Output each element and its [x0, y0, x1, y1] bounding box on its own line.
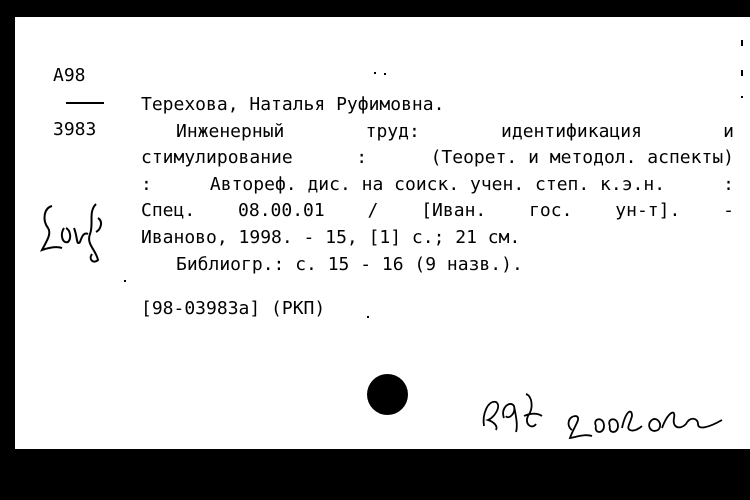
dissertation-note-line: [141, 176, 734, 194]
scan-speck: [367, 316, 369, 318]
title-subtitle: (Теорет. и методол. аспекты): [430, 147, 734, 168]
title-line: [176, 123, 734, 141]
title-word: стимулирование: [141, 147, 293, 168]
shelf-mark-rule: [66, 102, 104, 104]
title-word: труд:: [365, 121, 420, 142]
specialty-separator: /: [367, 200, 379, 221]
institution-word: [Иван.: [421, 200, 487, 221]
call-number: 3983: [53, 119, 97, 140]
title-continuation-line: [141, 149, 734, 167]
author-heading: Терехова, Наталья Руфимовна.: [141, 94, 445, 115]
note-separator: :: [723, 174, 734, 195]
scan-speck: [741, 96, 743, 98]
scan-speck: [124, 280, 126, 282]
specialty-line: [141, 202, 734, 220]
specialty-word: Спец.: [141, 200, 196, 221]
accession-number: [98-03983a] (РКП): [141, 298, 326, 319]
scan-speck: [384, 73, 386, 75]
title-word: Инженерный: [176, 121, 285, 142]
bibliography-note: Библиогр.: с. 15 - 16 (9 назв.).: [176, 254, 523, 275]
title-word: идентификация: [501, 121, 642, 142]
title-word: и: [723, 121, 734, 142]
handwritten-margin-mark: [38, 198, 118, 268]
punch-hole: [367, 374, 408, 415]
imprint-line: Иваново, 1998. - 15, [1] с.; 21 см.: [141, 227, 521, 248]
scan-border-left: [0, 0, 15, 500]
handwritten-signature: [476, 386, 726, 446]
institution-word: гос.: [529, 200, 573, 221]
scan-border-bottom: [0, 449, 750, 500]
scan-speck: [374, 72, 376, 74]
note-separator: :: [141, 174, 152, 195]
institution-word: ун-т].: [615, 200, 681, 221]
specialty-separator: -: [723, 200, 734, 221]
specialty-code: 08.00.01: [238, 200, 325, 221]
scan-speck: [741, 40, 743, 46]
title-separator: :: [356, 147, 368, 168]
dissertation-note: Автореф. дис. на соиск. учен. степ. к.э.н.: [209, 174, 666, 195]
scan-speck: [741, 70, 743, 76]
shelf-mark: A98: [53, 65, 86, 86]
